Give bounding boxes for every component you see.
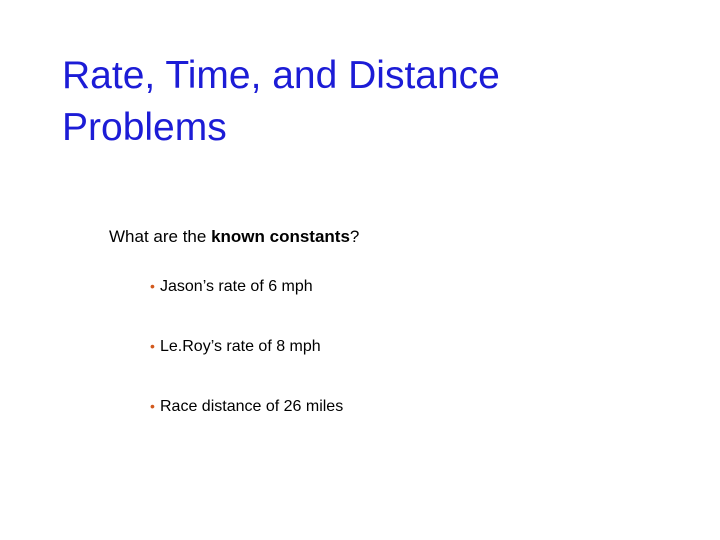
slide-title-line-1: Rate, Time, and Distance [62, 54, 500, 97]
question-prefix: What are the [109, 227, 212, 246]
bullet-item-leroy-rate [150, 336, 343, 356]
bullet-icon: • [150, 338, 155, 354]
bullet-list [150, 276, 343, 456]
bullet-item-jason-rate [150, 276, 343, 296]
question-emphasis: known constants [211, 227, 350, 246]
question-text [109, 226, 359, 248]
bullet-icon: • [150, 278, 155, 294]
slide-title [62, 50, 682, 154]
bullet-text: Jason’s rate of 6 mph [160, 278, 313, 295]
question-suffix: ? [349, 227, 360, 246]
bullet-item-race-distance [150, 396, 343, 416]
bullet-text: Race distance of 26 miles [160, 398, 344, 415]
bullet-text: Le.Roy’s rate of 8 mph [160, 338, 321, 355]
slide-title-line-2: Problems [62, 106, 227, 149]
bullet-icon: • [150, 398, 155, 414]
